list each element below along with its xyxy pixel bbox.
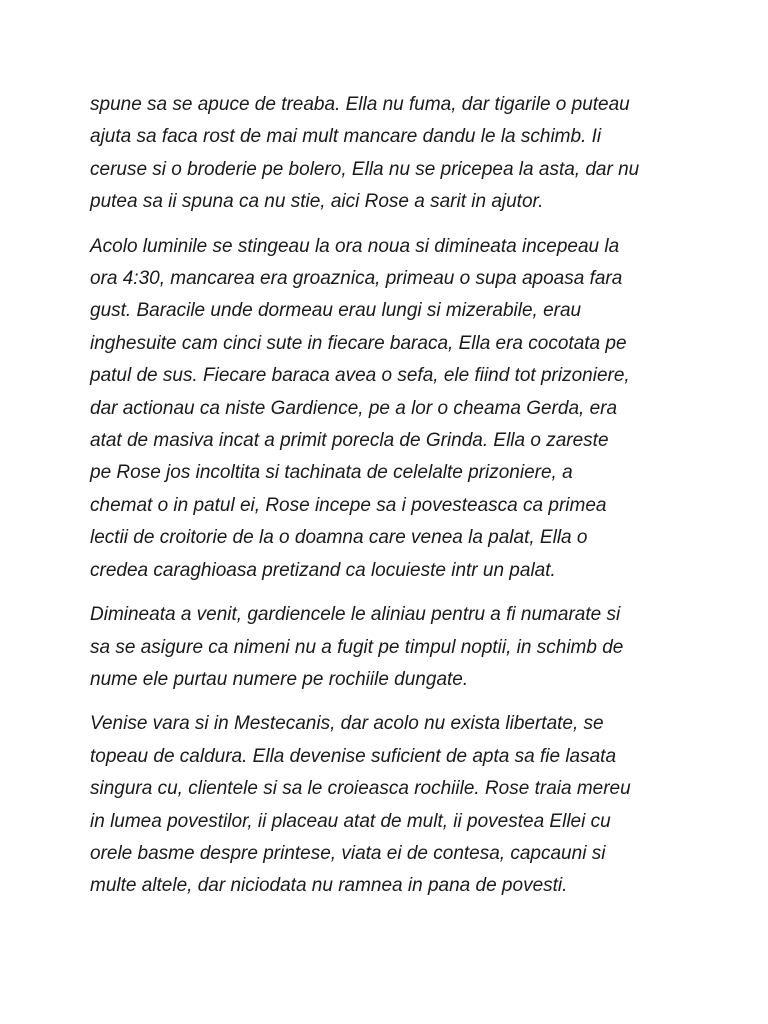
text-line: Dimineata a venit, gardiencele le aliniau pentru a fi numarate si: [90, 604, 621, 626]
text-line: ora 4:30, mancarea era groaznica, primeau o supa apoasa fara: [90, 268, 623, 290]
paragraph-3: [90, 599, 690, 696]
text-line: ajuta sa faca rost de mai mult mancare dandu le la schimb. Ii: [90, 126, 602, 148]
text-line: multe altele, dar niciodata nu ramnea in pana de povesti.: [90, 875, 568, 897]
text-line: dar actionau ca niste Gardience, pe a lor o cheama Gerda, era: [90, 397, 618, 419]
text-line: orele basme despre printese, viata ei de contesa, capcauni si: [90, 842, 606, 864]
text-line: chemat o in patul ei, Rose incepe sa i povesteasca ca primea: [90, 494, 607, 516]
text-line: gust. Baracile unde dormeau erau lungi si mizerabile, erau: [90, 300, 582, 322]
paragraph-1: [90, 89, 690, 219]
text-line: putea sa ii spuna ca nu stie, aici Rose a sarit in ajutor.: [90, 191, 544, 213]
text-line: topeau de caldura. Ella devenise suficient de apta sa fie lasata: [90, 745, 617, 767]
text-line: in lumea povestilor, ii placeau atat de mult, ii povestea Ellei cu: [90, 810, 611, 832]
text-line: inghesuite cam cinci sute in fiecare baraca, Ella era cocotata pe: [90, 332, 627, 354]
paragraph-2: [90, 231, 690, 587]
text-line: sa se asigure ca nimeni nu a fugit pe timpul noptii, in schimb de: [90, 636, 624, 658]
paragraph-4: [90, 708, 690, 902]
text-line: lectii de croitorie de la o doamna care venea la palat, Ella o: [90, 527, 588, 549]
document-body: [90, 89, 690, 915]
text-line: nume ele purtau numere pe rochiile dungate.: [90, 668, 469, 690]
text-line: patul de sus. Fiecare baraca avea o sefa, ele fiind tot prizoniere,: [90, 365, 630, 387]
text-line: atat de masiva incat a primit porecla de Grinda. Ella o zareste: [90, 430, 609, 452]
text-line: ceruse si o broderie pe bolero, Ella nu se pricepea la asta, dar nu: [90, 158, 640, 180]
text-line: Acolo luminile se stingeau la ora noua si dimineata incepeau la: [90, 235, 620, 257]
text-line: spune sa se apuce de treaba. Ella nu fuma, dar tigarile o puteau: [90, 94, 630, 115]
text-line: singura cu, clientele si sa le croieasca rochiile. Rose traia mereu: [90, 778, 631, 800]
text-line: Venise vara si in Mestecanis, dar acolo nu exista libertate, se: [90, 713, 604, 735]
text-line: credea caraghioasa pretizand ca locuieste intr un palat.: [90, 559, 556, 581]
text-line: pe Rose jos incoltita si tachinata de celelalte prizoniere, a: [90, 462, 573, 484]
